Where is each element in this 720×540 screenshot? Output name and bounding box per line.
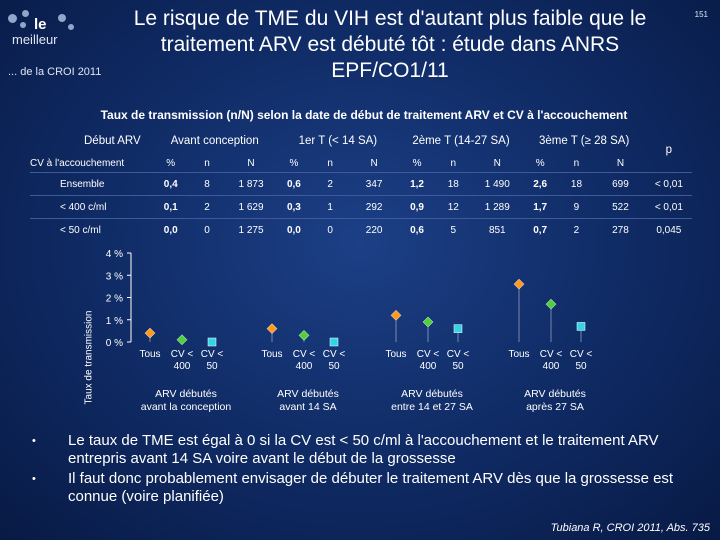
data-point <box>514 279 524 289</box>
table-cell: 0,6 <box>399 219 434 242</box>
data-point <box>577 322 585 330</box>
data-point <box>546 299 556 309</box>
data-point <box>423 317 433 327</box>
table-cell: 278 <box>595 219 646 242</box>
table-cell: 0,6 <box>276 173 311 196</box>
category-label: CV < <box>539 349 563 360</box>
bullet-text: Le taux de TME est égal à 0 si la CV est < 50 c/ml à l'accouchement et le traitement ARV entrepris avant 14 SA voire avant le début de la grossesse <box>68 432 659 467</box>
category-label: 400 <box>295 361 313 372</box>
table-cell: 1,2 <box>399 173 434 196</box>
table-cell: 2 <box>558 219 595 242</box>
subheader: n <box>573 157 580 169</box>
citation: Tubiana R, CROI 2011, Abs. 735 <box>550 522 710 534</box>
data-point <box>145 328 155 338</box>
y-tick-label: 0 % <box>105 338 123 349</box>
table-cell: 0,3 <box>276 196 311 219</box>
y-tick-label: 3 % <box>105 271 123 283</box>
chart-layer <box>106 249 593 413</box>
category-label: CV < <box>170 349 194 360</box>
bullet-item <box>28 432 700 468</box>
category-label: 50 <box>328 361 340 372</box>
subheader: N <box>370 157 378 169</box>
table-cell: 220 <box>349 219 400 242</box>
page-number: 151 <box>694 10 708 19</box>
table-cell: 0 <box>188 219 225 242</box>
data-point <box>177 335 187 345</box>
table-cell: 0,0 <box>276 219 311 242</box>
bullet-item <box>28 470 700 506</box>
table-cell: 12 <box>435 196 472 219</box>
group-label: ARV débutés <box>401 388 463 400</box>
group-label: ARV débutés <box>155 388 217 400</box>
table-cell: 851 <box>472 219 523 242</box>
table-caption: Taux de transmission (n/N) selon la date de début de traitement ARV et CV à l'accouchement <box>100 108 628 122</box>
group-label: entre 14 et 27 SA <box>391 401 473 413</box>
subheader: % <box>289 157 299 169</box>
p-value: < 0,01 <box>646 173 692 196</box>
table-cell: 2 <box>311 173 348 196</box>
group-header: Avant conception <box>170 135 259 147</box>
bullet-list <box>28 432 700 508</box>
table-cell: 2,6 <box>523 173 558 196</box>
table-cell: 1 275 <box>226 219 277 242</box>
data-point <box>391 310 401 320</box>
category-label: 50 <box>452 361 464 372</box>
table-cell: 0,7 <box>523 219 558 242</box>
table-cell: 0,4 <box>153 173 188 196</box>
table-cell: 522 <box>595 196 646 219</box>
category-label: 50 <box>575 361 587 372</box>
table-cell: 292 <box>349 196 400 219</box>
category-label: CV < <box>322 349 346 360</box>
group-label: avant la conception <box>140 401 232 413</box>
y-tick-label: 4 % <box>105 249 123 260</box>
data-point <box>454 325 462 333</box>
group-header: 1er T (< 14 SA) <box>298 135 378 147</box>
category-label: 50 <box>206 361 218 372</box>
logo-le: le <box>34 16 47 33</box>
group-label: ARV débutés <box>524 388 586 400</box>
row-label: Ensemble <box>30 173 153 196</box>
data-point <box>330 338 338 346</box>
row-label: < 50 c/ml <box>30 219 153 242</box>
category-label: 400 <box>419 361 437 372</box>
category-label: CV < <box>200 349 224 360</box>
subheader: % <box>412 157 422 169</box>
subheader: n <box>327 157 333 169</box>
p-value: < 0,01 <box>646 196 692 219</box>
logo-meilleur: meilleur <box>12 32 58 47</box>
category-label: Tous <box>139 349 161 360</box>
table-cell: 18 <box>558 173 595 196</box>
bullet-marker: • <box>32 473 36 485</box>
subheader: n <box>204 157 210 169</box>
subheader: N <box>493 157 501 169</box>
slide-title: Le risque de TME du VIH est d'autant plus faible que le traitement ARV est débuté tôt : étude dans ANRS EPF/CO1/11 <box>133 7 647 82</box>
table-cell: 1 873 <box>226 173 277 196</box>
row-label: < 400 c/ml <box>30 196 153 219</box>
group-label: après 27 SA <box>526 401 584 413</box>
table-cell: 1 <box>311 196 348 219</box>
table-cell: 347 <box>349 173 400 196</box>
group-header: 3ème T (≥ 28 SA) <box>539 135 630 147</box>
category-label: CV < <box>446 349 470 360</box>
subheader: N <box>616 157 625 169</box>
bullet-text: Il faut donc probablement envisager de débuter le traitement ARV dès que la grossesse est connue (voire planifiée) <box>68 470 674 505</box>
y-axis-label: Taux de transmission <box>83 310 95 405</box>
table-cell: 1 629 <box>226 196 277 219</box>
group-header: 2ème T (14-27 SA) <box>412 135 510 147</box>
table-cell: 1 490 <box>472 173 523 196</box>
table-cell: 0,1 <box>153 196 188 219</box>
p-value: 0,045 <box>646 219 692 242</box>
category-label: 400 <box>542 361 560 372</box>
subheader: % <box>535 157 545 169</box>
col-label-cv: CV à l'accouchement <box>30 157 125 169</box>
table-cell: 5 <box>435 219 472 242</box>
y-tick-label: 1 % <box>105 315 123 327</box>
group-label: avant 14 SA <box>279 401 337 413</box>
table-cell: 18 <box>435 173 472 196</box>
category-label: CV < <box>292 349 316 360</box>
data-point <box>299 330 309 340</box>
table-cell: 1,7 <box>523 196 558 219</box>
category-label: 400 <box>173 361 191 372</box>
category-label: CV < <box>569 349 593 360</box>
data-point <box>208 338 216 346</box>
subheader: N <box>247 157 255 169</box>
category-label: Tous <box>261 349 283 360</box>
table-cell: 1 289 <box>472 196 523 219</box>
col-label-start: Début ARV <box>84 135 141 147</box>
table-cell: 0,0 <box>153 219 188 242</box>
bullet-marker: • <box>32 435 36 447</box>
table-cell: 0,9 <box>399 196 434 219</box>
group-label: ARV débutés <box>277 388 339 400</box>
table-cell: 699 <box>595 173 646 196</box>
category-label: Tous <box>385 349 407 360</box>
subheader: n <box>450 157 457 169</box>
subheader: % <box>166 157 176 169</box>
table-cell: 9 <box>558 196 595 219</box>
table-cell: 0 <box>311 219 348 242</box>
p-header: p <box>665 144 673 156</box>
category-label: Tous <box>508 349 530 360</box>
category-label: CV < <box>416 349 440 360</box>
table-cell: 2 <box>188 196 225 219</box>
table-cell: 8 <box>188 173 225 196</box>
logo-croi: ... de la CROI 2011 <box>8 66 102 78</box>
y-tick-label: 2 % <box>105 293 123 305</box>
data-point <box>267 324 277 334</box>
